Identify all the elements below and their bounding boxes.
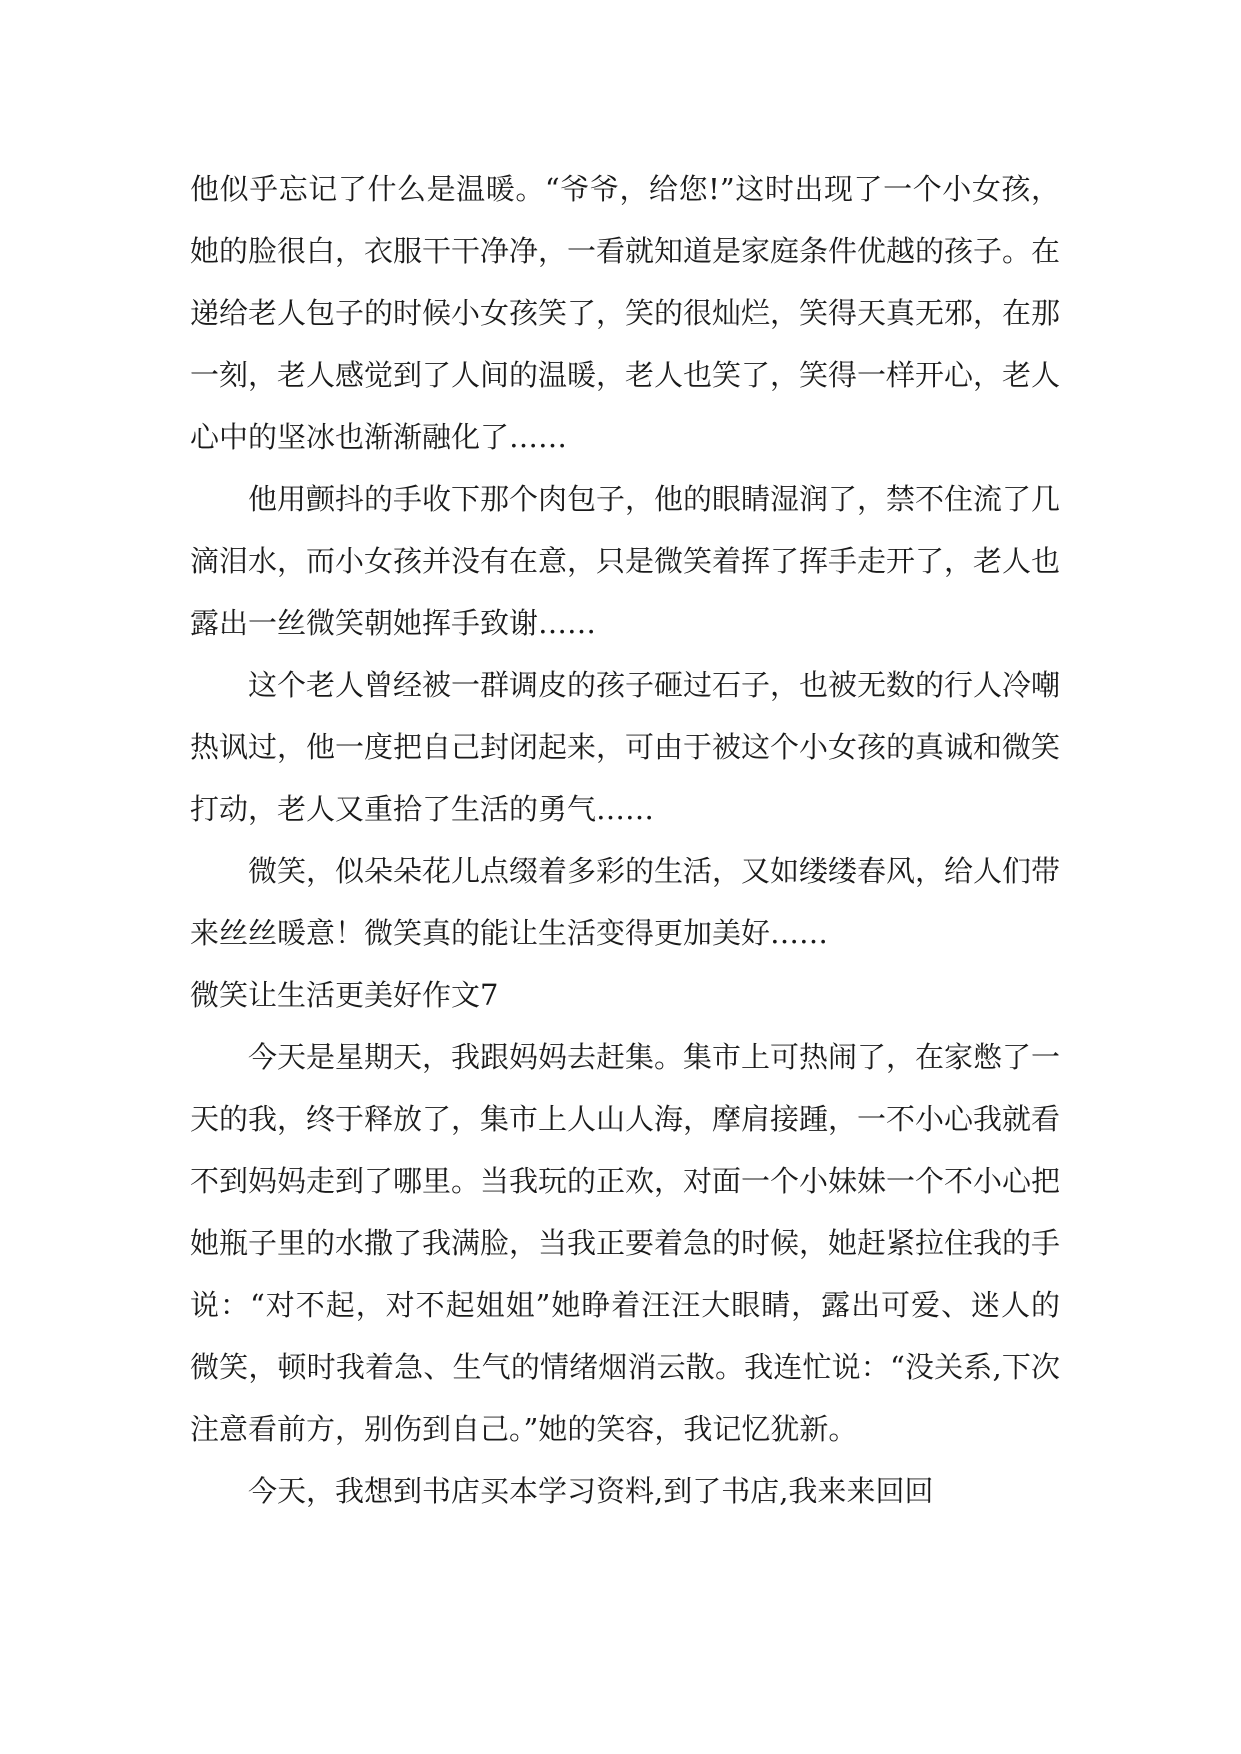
document-page xyxy=(190,158,1060,1522)
paragraph-2: 他用颤抖的手收下那个肉包子，他的眼睛湿润了，禁不住流了几滴泪水，而小女孩并没有在意，只是微笑着挥了挥手走开了，老人也露出一丝微笑朝她挥手致谢…… xyxy=(190,482,1061,640)
paragraph-1: 他似乎忘记了什么是温暖。“爷爷，给您!”这时出现了一个小女孩，她的脸很白，衣服干干净净，一看就知道是家庭条件优越的孩子。在递给老人包子的时候小女孩笑了，笑的很灿烂，笑得天真无邪，在那一刻，老人感觉到了人间的温暖，老人也笑了，笑得一样开心，老人心中的坚冰也渐渐融化了…… xyxy=(190,172,1061,454)
section-heading: 微笑让生活更美好作文7 xyxy=(190,978,499,1012)
paragraph-4: 微笑，似朵朵花儿点缀着多彩的生活，又如缕缕春风，给人们带来丝丝暖意！微笑真的能让生活变得更加美好…… xyxy=(190,854,1061,950)
paragraph-5: 今天是星期天，我跟妈妈去赶集。集市上可热闹了，在家憋了一天的我，终于释放了，集市上人山人海，摩肩接踵，一不小心我就看不到妈妈走到了哪里。当我玩的正欢，对面一个小妹妹一个不小心把她瓶子里的水撒了我满脸，当我正要着急的时候，她赶紧拉住我的手说：“对不起，对不起姐姐”她睁着汪汪大眼睛，露出可爱、迷人的微笑，顿时我着急、生气的情绪烟消云散。我连忙说：“没关系,下次注意看前方，别伤到自己。”她的笑容，我记忆犹新。 xyxy=(190,1040,1061,1446)
paragraph-6: 今天，我想到书店买本学习资料,到了书店,我来来回回 xyxy=(248,1474,934,1508)
paragraph-3: 这个老人曾经被一群调皮的孩子砸过石子，也被无数的行人冷嘲热讽过，他一度把自己封闭起来，可由于被这个小女孩的真诚和微笑打动，老人又重拾了生活的勇气…… xyxy=(190,668,1061,826)
